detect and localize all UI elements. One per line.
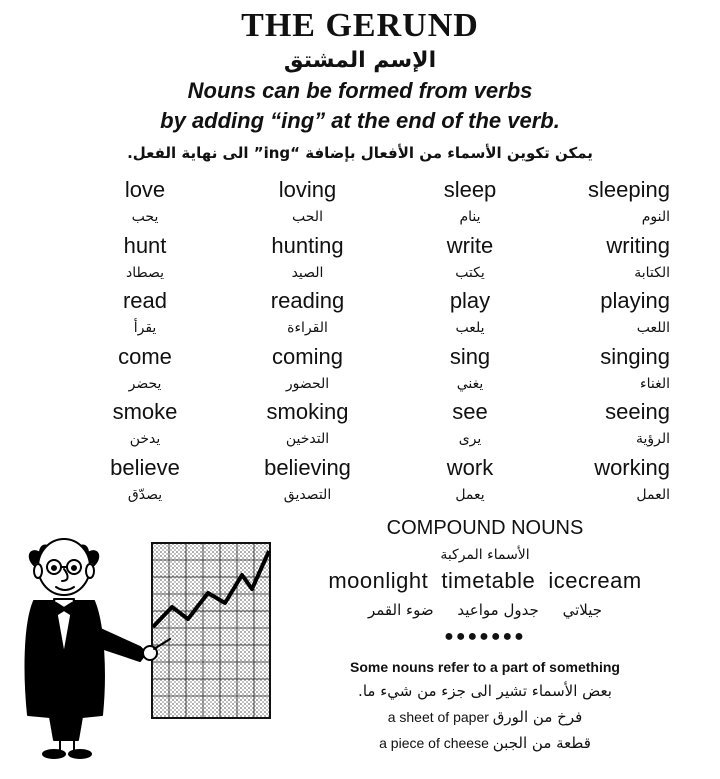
gerund-arabic: الكتابة <box>634 264 670 281</box>
verb: smoke <box>112 399 178 424</box>
example-arabic: فرخ من الورق <box>492 708 583 726</box>
teacher-chart-illustration <box>20 535 290 760</box>
page-title: THE GERUND <box>241 7 479 44</box>
gerund: loving <box>278 177 337 202</box>
gerund: playing <box>600 288 670 313</box>
verb-arabic: يكتب <box>455 264 485 281</box>
verb-arabic: يقرأ <box>133 320 157 336</box>
compound-nouns-title-arabic: الأسماء المركبة <box>440 547 530 563</box>
gerund-arabic: الصيد <box>291 264 324 281</box>
verb: play <box>449 288 491 313</box>
gerund: believing <box>264 454 351 480</box>
gerund: singing <box>600 343 670 369</box>
header <box>0 0 720 166</box>
gerund: reading <box>270 288 345 313</box>
gerund: seeing <box>605 399 670 424</box>
verb-arabic: يحب <box>131 209 159 225</box>
intro-line-2: by adding “ing” at the end of the verb. <box>160 108 560 133</box>
verb: hunt <box>123 232 167 258</box>
gerund: writing <box>606 232 670 258</box>
verb: sing <box>449 343 491 369</box>
gerund-arabic: القراءة <box>287 320 328 336</box>
gerund: sleeping <box>588 177 670 202</box>
verb: read <box>122 288 168 313</box>
gerund-arabic: النوم <box>641 209 670 225</box>
example-arabic: قطعة من الجبن <box>492 734 591 752</box>
separator-dots: ●●●●●●● <box>444 628 526 645</box>
verb-arabic: يلعب <box>455 320 485 336</box>
verb-arabic: يصدّق <box>127 486 163 503</box>
example-english: a piece of cheese <box>379 735 489 751</box>
verb-arabic: يدخن <box>129 431 161 447</box>
verb: write <box>446 232 494 258</box>
verb: come <box>118 343 172 369</box>
verb-arabic: يرى <box>458 431 482 447</box>
verb: love <box>124 177 166 202</box>
part-nouns-note: Some nouns refer to a part of something <box>350 659 620 675</box>
verb-arabic: ينام <box>459 209 481 225</box>
part-nouns-note-arabic: بعض الأسماء تشير الى جزء من شيء ما. <box>358 682 612 700</box>
verb-arabic: يعمل <box>455 486 485 503</box>
gerund-arabic: التدخين <box>285 431 330 447</box>
gerund: working <box>594 454 670 480</box>
verb: believe <box>110 454 180 480</box>
gerund: smoking <box>266 399 349 424</box>
gerund-arabic: الحضور <box>285 375 330 392</box>
compound-nouns-section <box>300 512 670 756</box>
verb-arabic: يصطاد <box>125 264 165 281</box>
gerund-arabic: الرؤية <box>635 431 670 447</box>
compound-words-arabic: جيلاتي جدول مواعيد ضوء القمر <box>367 601 603 619</box>
gerund: coming <box>272 343 343 369</box>
gerund: hunting <box>271 232 344 258</box>
compound-nouns-title: COMPOUND NOUNS <box>386 517 584 539</box>
compound-words: moonlight timetable icecream <box>328 568 642 593</box>
teacher-pointing-icon <box>26 539 170 758</box>
gerund-table <box>70 176 670 509</box>
verb-arabic: يغني <box>456 375 484 392</box>
rising-line-chart-icon <box>152 543 270 718</box>
gerund-arabic: العمل <box>636 486 670 503</box>
verb: see <box>452 399 488 424</box>
gerund-arabic: التصديق <box>283 486 332 503</box>
intro-arabic: يمكن تكوين الأسماء من الأفعال بإضافة “ing” الى نهاية الفعل. <box>127 144 593 162</box>
verb: work <box>446 454 494 480</box>
verb-arabic: يحضر <box>128 375 162 392</box>
example-piece-of-cheese <box>300 730 670 756</box>
gerund-arabic: اللعب <box>636 320 670 336</box>
verb: sleep <box>443 177 497 202</box>
example-english: a sheet of paper <box>387 709 489 725</box>
page-title-arabic: الإسم المشتق <box>283 48 437 73</box>
example-sheet-of-paper <box>300 704 670 730</box>
gerund-arabic: الغناء <box>640 375 670 392</box>
gerund-arabic: الحب <box>292 209 323 225</box>
intro-line-1: Nouns can be formed from verbs <box>187 78 533 103</box>
